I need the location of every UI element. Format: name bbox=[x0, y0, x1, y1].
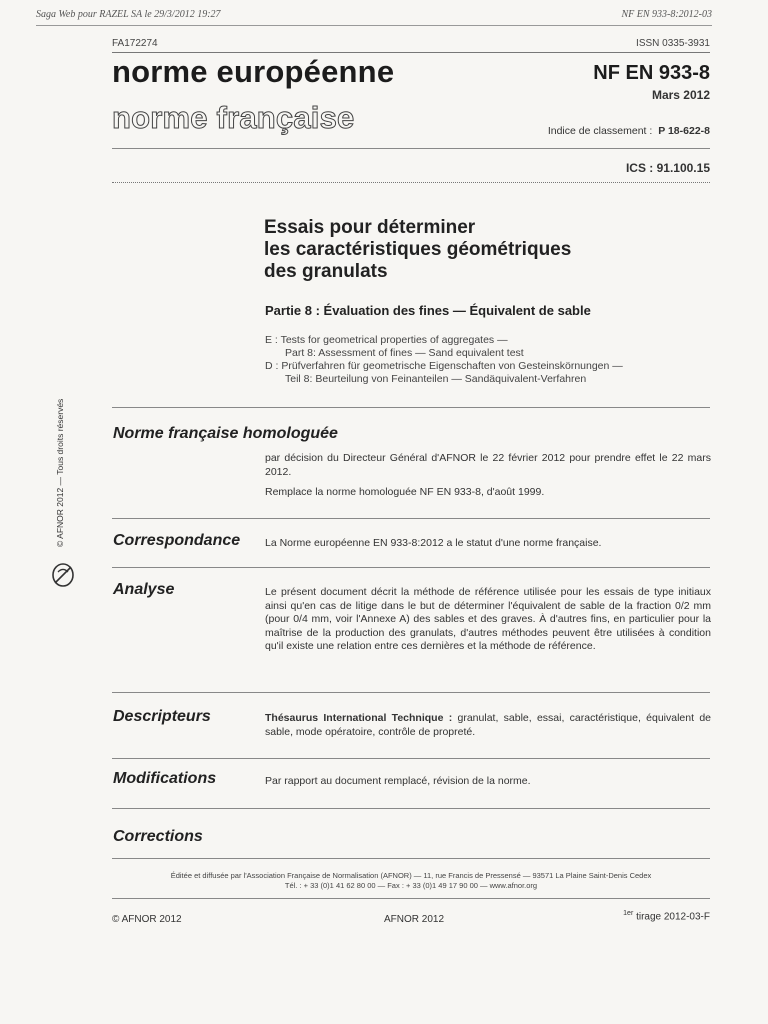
document-title bbox=[264, 217, 571, 283]
section-rule bbox=[112, 858, 710, 859]
modifications-text: Par rapport au document remplacé, révision de la norme. bbox=[265, 775, 531, 787]
side-copyright: © AFNOR 2012 — Tous droits réservés bbox=[55, 398, 65, 547]
footer-center: AFNOR 2012 bbox=[384, 914, 445, 925]
footer-print-run-text: tirage 2012-03-F bbox=[636, 911, 710, 923]
section-rule bbox=[112, 567, 710, 568]
document-title-line: Essais pour déterminer bbox=[264, 217, 476, 238]
section-title-modifications: Modifications bbox=[113, 770, 217, 787]
classification-index bbox=[548, 125, 710, 137]
title-norme-europeenne: norme européenne bbox=[112, 54, 395, 89]
document-subtitle: Partie 8 : Évaluation des fines — Équivalent de sable bbox=[265, 303, 591, 318]
footer-print-run bbox=[623, 910, 710, 922]
afnor-recycle-icon bbox=[43, 560, 83, 590]
translations bbox=[265, 334, 623, 386]
issn: ISSN 0335-3931 bbox=[636, 38, 710, 49]
section-rule bbox=[112, 692, 710, 693]
descripteurs-text bbox=[265, 712, 711, 739]
analyse-text: Le présent document décrit la méthode de référence utilisée pour les essais de type initiaux ainsi qu'en cas de litige dans le but de déterminer l'équivalent de sable de la fraction 0/2 mm (pour 0/4 mm, voir l'Annexe A) des sables et des graves. À d'autres fins, en particulier pour la maîtrise de la production des granulats, d'autres méthodes peuvent être utilisées à condition qu'il existe une relation entre ces dernières et la méthode de référence. bbox=[265, 586, 711, 652]
homologuee-para2: Remplace la norme homologuée NF EN 933-8, d'août 1999. bbox=[265, 486, 545, 498]
classification-index-value: P 18-622-8 bbox=[658, 125, 710, 137]
publisher-line: Tél. : + 33 (0)1 41 62 80 00 — Fax : + 33 (0)1 49 17 90 00 — www.afnor.org bbox=[284, 881, 538, 890]
section-title-descripteurs: Descripteurs bbox=[113, 708, 211, 725]
section-title-correspondance: Correspondance bbox=[113, 532, 241, 549]
print-stamp-right: NF EN 933-8:2012-03 bbox=[621, 9, 712, 20]
section-title-analyse: Analyse bbox=[113, 581, 175, 598]
print-stamp-left: Saga Web pour RAZEL SA le 29/3/2012 19:27 bbox=[36, 9, 221, 20]
section-rule bbox=[112, 758, 710, 759]
classification-index-label: Indice de classement : bbox=[547, 125, 653, 137]
publisher-info bbox=[112, 871, 710, 891]
title-norme-francaise: norme française bbox=[112, 100, 355, 135]
descripteurs-keywords: granulat, sable, essai, caractéristique, équivalent de sable, mode opératoire, contrôle de propreté. bbox=[265, 712, 711, 738]
masthead-bottom-rule bbox=[112, 148, 710, 149]
document-title-line: des granulats bbox=[264, 261, 388, 282]
section-rule bbox=[112, 518, 710, 519]
section-rule bbox=[112, 808, 710, 809]
ics-code: ICS : 91.100.15 bbox=[625, 161, 710, 175]
header-rule bbox=[36, 25, 712, 26]
section-rule bbox=[112, 407, 710, 408]
footer-rule bbox=[112, 898, 710, 899]
translation-line: E : Tests for geometrical properties of aggregates — bbox=[265, 334, 508, 346]
section-title-corrections: Corrections bbox=[113, 828, 203, 845]
homologuee-para1: par décision du Directeur Général d'AFNOR le 22 février 2012 pour prendre effet le 22 mars 2012. bbox=[265, 452, 711, 478]
document-title-line: les caractéristiques géométriques bbox=[264, 239, 572, 260]
translation-line: Teil 8: Beurteilung von Feinanteilen — Sandäquivalent-Verfahren bbox=[285, 373, 587, 385]
reference-code: FA172274 bbox=[112, 38, 158, 49]
footer-copyright: © AFNOR 2012 bbox=[112, 914, 182, 925]
publisher-line: Éditée et diffusée par l'Association Française de Normalisation (AFNOR) — 11, rue Francis de Pressensé — 93571 La Plaine Saint-Denis Cedex bbox=[170, 871, 652, 880]
ics-rule bbox=[112, 182, 710, 183]
section-title-homologuee: Norme française homologuée bbox=[113, 425, 338, 442]
descripteurs-label: Thésaurus International Technique : bbox=[265, 712, 453, 724]
footer-print-run-ordinal: 1er bbox=[623, 910, 634, 917]
correspondance-text: La Norme européenne EN 933-8:2012 a le statut d'une norme française. bbox=[265, 537, 602, 549]
translation-line: D : Prüfverfahren für geometrische Eigenschaften von Gesteinskörnungen — bbox=[265, 360, 623, 372]
norm-number: NF EN 933-8 bbox=[593, 62, 710, 84]
publication-date: Mars 2012 bbox=[651, 88, 710, 102]
masthead-top-rule bbox=[112, 52, 710, 53]
translation-line: Part 8: Assessment of fines — Sand equivalent test bbox=[285, 347, 524, 359]
